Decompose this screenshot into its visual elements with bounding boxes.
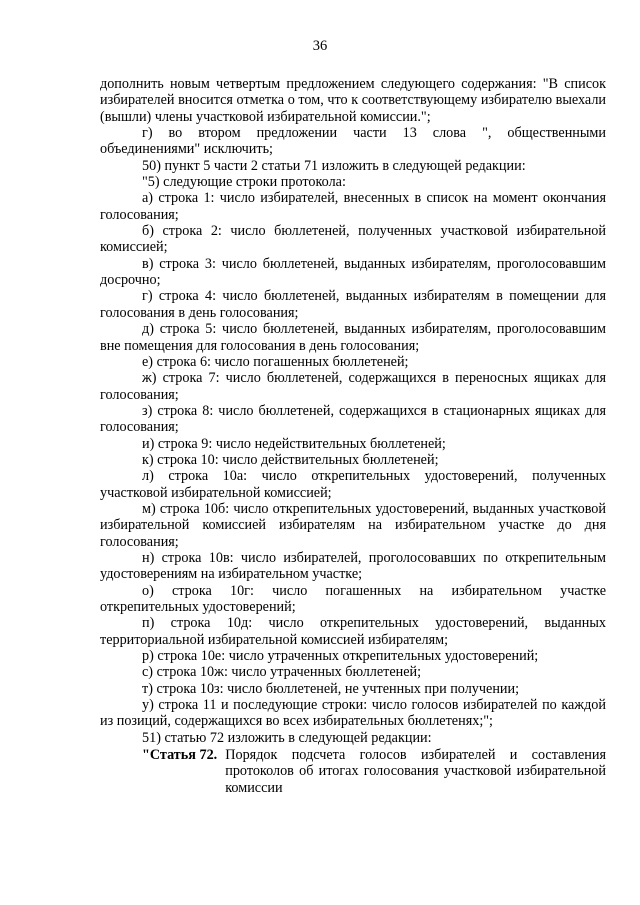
paragraph: 51) статью 72 изложить в следующей редакции: [142,729,432,746]
paragraph: 50) пункт 5 части 2 статьи 71 изложить в следующей редакции: [142,157,526,174]
list-item: п) строка 10д: число открепительных удостоверений, выданных территориальной избирательной комиссией избирателям; [100,615,606,648]
article-title: Порядок подсчета голосов избирателей и составления протоколов об итогах голосования участковой избирательной комиссии [225,747,606,796]
page-number: 36 [312,38,328,54]
list-item: с) строка 10ж: число утраченных бюллетеней; [142,664,422,681]
list-item: в) строка 3: число бюллетеней, выданных избирателям, проголосовавшим досрочно; [100,255,606,289]
paragraph: дополнить новым четвертым предложением следующего содержания: "В список избирателей вносится отметка о том, что к соответствующему избирателю выехали (вышли) члены участковой избирательной комиссии."; [100,76,606,125]
paragraph: "5) следующие строки протокола: [142,174,346,191]
list-item: б) строка 2: число бюллетеней, полученных участковой избирательной комиссией; [100,223,606,256]
list-item: г) строка 4: число бюллетеней, выданных избирателям в помещении для голосования в день голосования; [100,288,606,321]
document-body [100,76,606,796]
list-item: д) строка 5: число бюллетеней, выданных избирателям, проголосовавшим вне помещения для голосования в день голосования; [100,321,606,354]
list-item: ж) строка 7: число бюллетеней, содержащихся в переносных ящиках для голосования; [100,370,606,403]
list-item: а) строка 1: число избирателей, внесенных в список на момент окончания голосования; [100,190,606,223]
list-item: н) строка 10в: число избирателей, проголосовавших по открепительным удостоверениям на избирательном участке; [100,549,606,583]
list-item: м) строка 10б: число открепительных удостоверений, выданных участковой избирательной комиссией избирателям на избирательном участке до дня голосования; [100,500,606,550]
list-item: о) строка 10г: число погашенных на избирательном участке открепительных удостоверений; [100,582,606,615]
list-item: и) строка 9: число недействительных бюллетеней; [142,435,446,452]
list-item: т) строка 10з: число бюллетеней, не учтенных при получении; [142,680,520,697]
article-label: "Статья 72. [142,747,218,764]
article-heading [100,747,606,796]
list-item: л) строка 10а: число открепительных удостоверений, полученных участковой избирательной комиссией; [100,468,606,501]
list-item: р) строка 10е: число утраченных открепительных удостоверений; [142,648,539,665]
list-item: з) строка 8: число бюллетеней, содержащихся в стационарных ящиках для голосования; [100,402,606,436]
paragraph: г) во втором предложении части 13 слова ", общественными объединениями" исключить; [100,125,606,158]
list-item: е) строка 6: число погашенных бюллетеней; [142,353,409,370]
list-item: у) строка 11 и последующие строки: число голосов избирателей по каждой из позиций, содержащихся во всех избирательных бюллетенях;"; [100,697,606,730]
list-item: к) строка 10: число действительных бюллетеней; [142,451,439,468]
